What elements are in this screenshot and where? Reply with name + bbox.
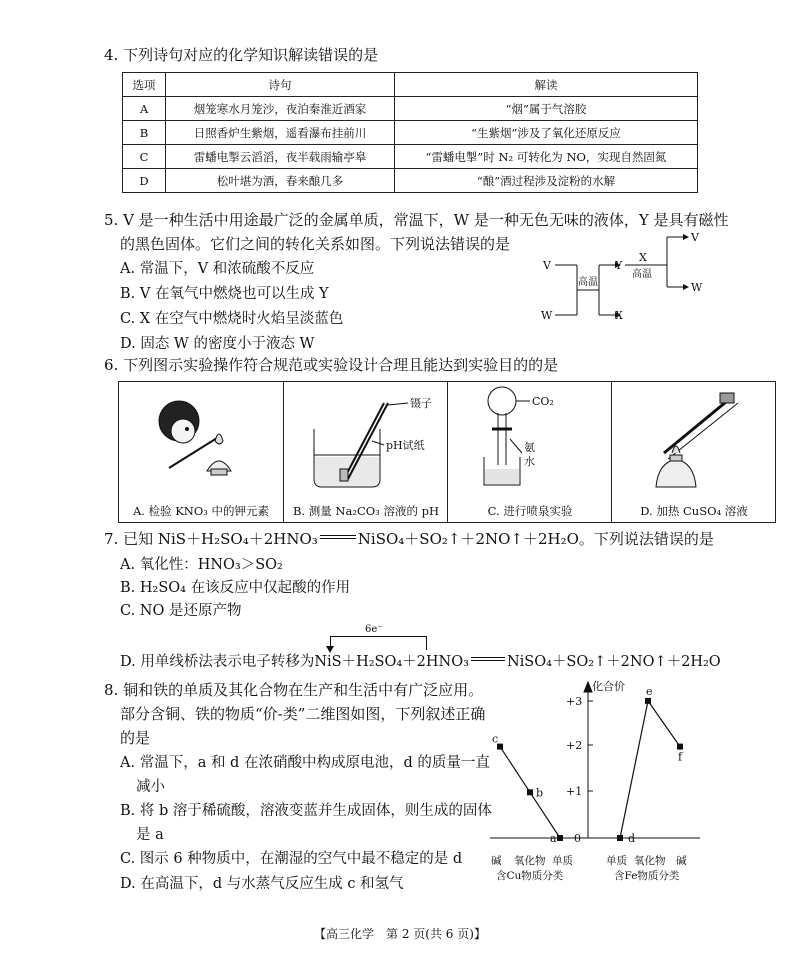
product-v: V — [691, 231, 699, 244]
y-tick-label: 0 — [574, 832, 581, 845]
q7-reactants: 7. 已知 NiS＋H₂SO₄＋2HNO₃ — [104, 530, 318, 548]
q7-stem — [104, 529, 714, 549]
x-tick-fe-base: 碱 — [676, 855, 687, 867]
q5-option-d: D. 固态 W 的密度小于液态 W — [120, 336, 315, 352]
flame-test-illustration — [119, 383, 283, 493]
q4-table — [122, 72, 698, 193]
ph-test-illustration — [284, 383, 448, 493]
row-interpretation: “烟”属于气溶胶 — [395, 97, 698, 121]
point-label-b: b — [536, 786, 544, 800]
row-interpretation: “生紫烟”涉及了氧化还原反应 — [395, 121, 698, 145]
label-co2: CO₂ — [532, 395, 554, 408]
cu-group-label: 含Cu物质分类 — [496, 870, 564, 882]
x-tick-cu-oxide: 氧化物 — [514, 855, 546, 867]
caption-c: C. 进行喷泉实验 — [487, 504, 573, 518]
q5-option-b: B. V 在氧气中燃烧也可以生成 Y — [120, 286, 329, 302]
q8-stem-line3: 的是 — [120, 729, 151, 747]
row-interpretation: “酿”酒过程涉及淀粉的水解 — [395, 169, 698, 193]
y-tick-label: +2 — [566, 739, 583, 752]
point-label-d: d — [628, 832, 636, 845]
q7-option-d — [120, 652, 721, 672]
panel-d — [612, 383, 776, 521]
q4-stem: 4. 下列诗句对应的化学知识解读错误的是 — [104, 46, 379, 64]
q7-d-products: NiSO₄＋SO₂↑＋2NO↑＋2H₂O — [506, 654, 721, 670]
row-poem: 松叶堪为酒，春来酿几多 — [166, 169, 395, 193]
point-f — [677, 744, 683, 750]
fountain-experiment-illustration — [448, 383, 612, 493]
q8-option-a-cont: 减小 — [136, 779, 165, 795]
header-interpretation: 解读 — [395, 73, 698, 97]
row-poem: 烟笼寒水月笼沙，夜泊秦淮近酒家 — [166, 97, 395, 121]
valence-class-chart — [470, 676, 710, 886]
condition-high-temp: 高温 — [578, 277, 598, 288]
q5-stem-line2: 的黑色固体。它们之间的转化关系如图。下列说法错误的是 — [120, 235, 511, 253]
table-header-row — [123, 73, 698, 97]
caption-a: A. 检验 KNO₃ 中的钾元素 — [132, 504, 270, 518]
label-tweezers: 镊子 — [410, 397, 432, 410]
y-tick-label: +3 — [566, 695, 583, 708]
q7-option-c: C. NO 是还原产物 — [120, 603, 242, 619]
label-ammonia-2: 水 — [524, 455, 535, 468]
q5-option-a: A. 常温下，V 和浓硫酸不反应 — [120, 261, 315, 277]
row-option: B — [123, 121, 166, 145]
x-tick-fe-element: 单质 — [606, 855, 627, 867]
q8-option-b: B. 将 b 溶于稀硫酸，溶液变蓝并生成固体，则生成的固体 — [120, 803, 492, 819]
product-w: W — [691, 281, 703, 294]
point-label-c: c — [492, 732, 499, 746]
x-tick-cu-element: 单质 — [552, 855, 573, 867]
node-w: W — [541, 309, 553, 322]
heating-illustration — [612, 383, 776, 493]
table-row — [123, 97, 698, 121]
q7-products: NiSO₄＋SO₂↑＋2NO↑＋2H₂O。下列说法错误的是 — [357, 530, 714, 548]
condition-high-temp-2: 高温 — [632, 269, 652, 280]
q7-d-prefix: D. 用单线桥法表示电子转移为 — [120, 654, 315, 670]
point-label-f: f — [678, 750, 683, 764]
header-option: 选项 — [123, 73, 166, 97]
caption-d: D. 加热 CuSO₄ 溶液 — [640, 504, 748, 518]
q8-option-c: C. 图示 6 种物质中，在潮湿的空气中最不稳定的是 d — [120, 851, 463, 867]
row-option: D — [123, 169, 166, 193]
label-ph-paper: pH试纸 — [386, 439, 425, 452]
series-line — [500, 747, 530, 793]
fe-group-label: 含Fe物质分类 — [614, 870, 680, 882]
point-d — [617, 835, 623, 841]
caption-b: B. 测量 Na₂CO₃ 溶液的 pH — [293, 504, 439, 518]
reagent-x: X — [639, 251, 647, 264]
y-tick-label: +1 — [566, 785, 583, 798]
panel-a — [119, 383, 283, 521]
series-line — [620, 701, 648, 838]
x-tick-fe-oxide: 氧化物 — [634, 855, 666, 867]
row-option: C — [123, 145, 166, 169]
node-v: V — [543, 259, 551, 272]
q5-option-c: C. X 在空气中燃烧时火焰呈淡蓝色 — [120, 311, 344, 327]
q8-stem-line2: 部分含铜、铁的物质“价-类”二维图如图，下列叙述正确 — [120, 705, 486, 723]
series-line — [648, 701, 680, 747]
row-option: A — [123, 97, 166, 121]
q8-option-b-cont: 是 a — [136, 827, 164, 843]
point-a — [557, 835, 563, 841]
row-interpretation: “雷蟠电掣”时 N₂ 可转化为 NO，实现自然固氮 — [395, 145, 698, 169]
label-ammonia-1: 氨 — [524, 441, 535, 454]
electron-count: 6e⁻ — [365, 624, 383, 635]
row-poem: 雷蟠电掣云滔滔，夜半载雨输亭皋 — [166, 145, 395, 169]
row-poem: 日照香炉生紫烟，遥看瀑布挂前川 — [166, 121, 395, 145]
q7-option-a: A. 氧化性：HNO₃＞SO₂ — [120, 557, 283, 573]
table-row — [123, 145, 698, 169]
x-tick-cu-base: 碱 — [491, 855, 502, 867]
q5-transformation-diagram — [535, 225, 705, 330]
point-e — [645, 698, 651, 704]
q8-option-a: A. 常温下，a 和 d 在浓硝酸中构成原电池，d 的质量一直 — [120, 755, 490, 771]
electron-transfer-bridge — [325, 624, 435, 654]
table-row — [123, 169, 698, 193]
y-axis-label: 化合价 — [592, 680, 625, 693]
q7-option-b: B. H₂SO₄ 在该反应中仅起酸的作用 — [120, 580, 351, 596]
q5-stem-line1: 5. V 是一种生活中用途最广泛的金属单质，常温下，W 是一种无色无味的液体，Y 是具有磁性 — [104, 211, 729, 229]
page-footer: 【高三化学 第 2 页(共 6 页)】 — [314, 927, 486, 941]
table-row — [123, 121, 698, 145]
q7-d-reactants: NiS＋H₂SO₄＋2HNO₃ — [314, 654, 469, 670]
q8-stem-line1: 8. 铜和铁的单质及其化合物在生产和生活中有广泛应用。 — [104, 681, 484, 699]
point-b — [527, 789, 533, 795]
panel-b — [284, 383, 448, 521]
point-label-a: a — [550, 832, 557, 845]
node-x: X — [615, 309, 623, 322]
point-label-e: e — [646, 684, 653, 698]
q6-stem: 6. 下列图示实验操作符合规范或实验设计合理且能达到实验目的的是 — [104, 356, 559, 374]
q8-option-d: D. 在高温下，d 与水蒸气反应生成 c 和氢气 — [120, 876, 404, 892]
panel-c — [448, 383, 612, 521]
node-y: Y — [615, 259, 623, 272]
header-poem: 诗句 — [166, 73, 395, 97]
